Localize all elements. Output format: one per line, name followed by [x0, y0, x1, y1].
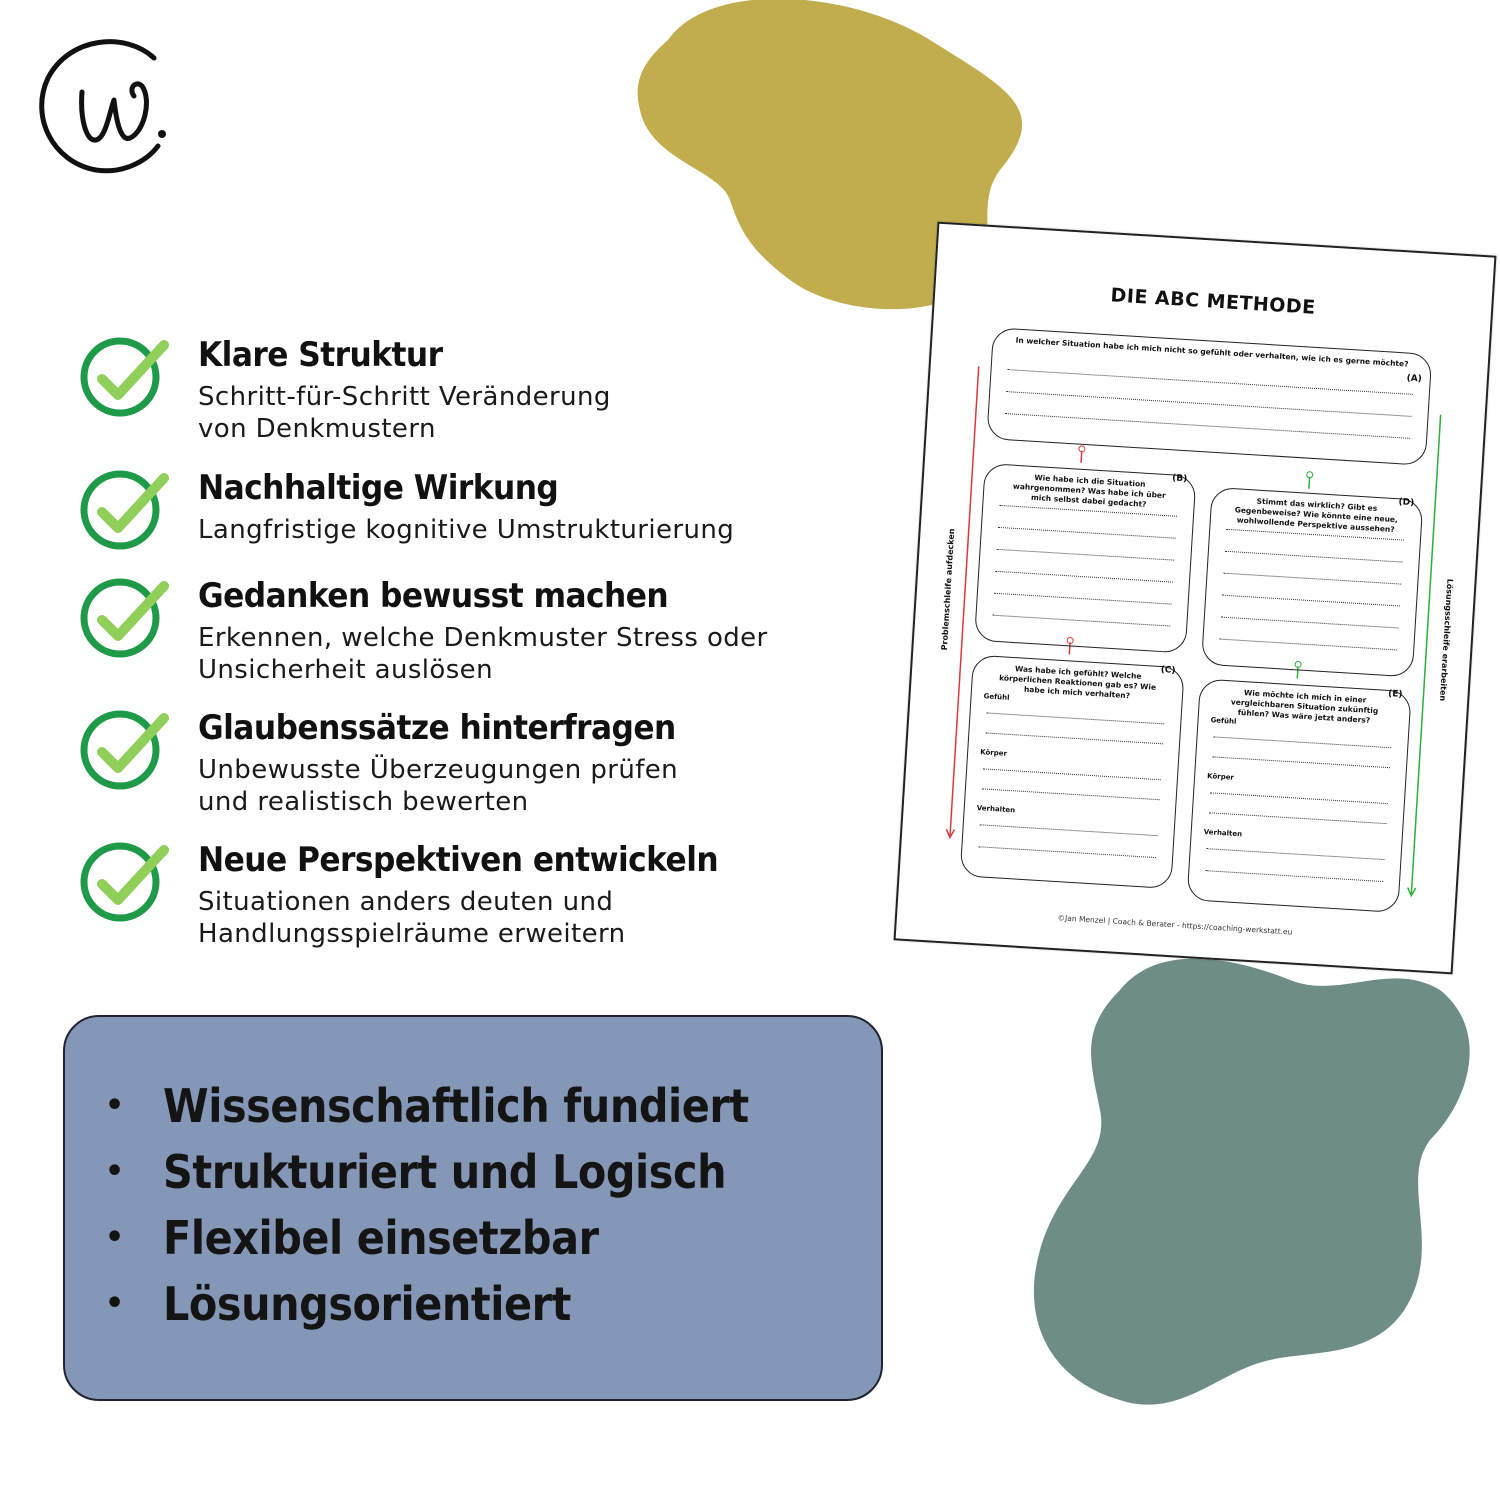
- writing-line: [998, 527, 1176, 539]
- worksheet-title: DIE ABC METHODE: [1109, 284, 1317, 319]
- feature-desc-line: von Denkmustern: [198, 414, 436, 444]
- box-question: Wie habe ich die Situation wahrgenommen? Was habe ich über mich selbst dabei gedacht?: [1012, 472, 1167, 509]
- benefits-panel: [63, 1015, 883, 1401]
- worksheet-box-e: [1187, 678, 1412, 913]
- worksheet-footer: ©Jan Menzel | Coach & Berater - https://coaching-werkstatt.eu: [1057, 913, 1293, 937]
- feature-desc-line: Unsicherheit auslösen: [198, 655, 493, 685]
- feature-title: Nachhaltige Wirkung: [198, 468, 559, 508]
- bullet-icon: •: [105, 1154, 125, 1189]
- writing-line: [983, 768, 1161, 780]
- box-question: Was habe ich gefühlt? Welche körperlichen Reaktionen gab es? Wie habe ich mich verhalten?: [998, 664, 1157, 701]
- benefit-text: Wissenschaftlich fundiert: [163, 1079, 749, 1133]
- writing-line: [1221, 617, 1399, 629]
- writing-line: [1209, 812, 1387, 824]
- box-question: In welcher Situation habe ich mich nicht so gefühlt oder verhalten, wie ich es gerne möchte?: [1015, 335, 1409, 369]
- check-circle-icon: [80, 576, 172, 662]
- worksheet-box-d: [1201, 487, 1423, 678]
- sub-label: Gefühl: [1210, 716, 1237, 726]
- check-circle-icon: [80, 840, 172, 926]
- worksheet-box-c: [960, 655, 1185, 890]
- writing-line: [980, 824, 1158, 836]
- check-circle-icon: [80, 335, 172, 421]
- box-tag: (E): [1387, 688, 1403, 700]
- sub-label: Verhalten: [976, 804, 1016, 815]
- feature-desc-line: Handlungsspielräume erweitern: [198, 919, 626, 949]
- check-circle-icon: [80, 708, 172, 794]
- feature-desc-line: Situationen anders deuten und: [198, 887, 614, 917]
- feature-title: Gedanken bewusst machen: [198, 576, 669, 616]
- writing-line: [993, 615, 1171, 627]
- bullet-icon: •: [105, 1220, 125, 1255]
- sub-label: Gefühl: [983, 692, 1010, 702]
- feature-title: Neue Perspektiven entwickeln: [198, 840, 719, 880]
- logo-w-icon: [30, 30, 180, 180]
- feature-title: Glaubenssätze hinterfragen: [198, 708, 676, 748]
- benefit-text: Flexibel einsetzbar: [163, 1211, 599, 1265]
- writing-line: [1207, 848, 1385, 860]
- sub-label: Verhalten: [1203, 827, 1243, 839]
- check-circle-icon: [80, 468, 172, 554]
- benefit-text: Strukturiert und Logisch: [163, 1145, 727, 1199]
- box-tag: (B): [1171, 473, 1188, 485]
- feature-description: [198, 514, 858, 546]
- box-tag: (A): [1406, 373, 1423, 385]
- writing-line: [1008, 369, 1413, 395]
- abc-worksheet-preview: [894, 222, 1497, 975]
- bullet-icon: •: [105, 1088, 125, 1123]
- problem-loop-label: Problemschleife aufdecken: [939, 528, 957, 651]
- bullet-icon: •: [105, 1286, 125, 1321]
- writing-line: [1005, 413, 1410, 439]
- feature-description: [198, 754, 858, 818]
- feature-description: [198, 381, 858, 445]
- solution-loop-label: Lösungsschleife erarbeiten: [1437, 578, 1455, 702]
- box-question: Wie möchte ich mich in einer vergleichbaren Situation zukünftig fühlen? Was wäre jetzt anders?: [1230, 688, 1379, 725]
- feature-description: [198, 622, 858, 686]
- worksheet-box-b: [974, 463, 1196, 654]
- writing-line: [1222, 595, 1400, 607]
- writing-line: [1220, 639, 1398, 651]
- writing-line: [1214, 736, 1392, 748]
- sub-label: Körper: [979, 748, 1008, 758]
- writing-line: [997, 549, 1175, 561]
- feature-description: [198, 886, 858, 950]
- feature-desc-line: Schritt-für-Schritt Veränderung: [198, 382, 611, 412]
- writing-line: [995, 571, 1173, 583]
- feature-title: Klare Struktur: [198, 335, 443, 375]
- sub-label: Körper: [1206, 772, 1235, 782]
- writing-line: [985, 732, 1163, 744]
- writing-line: [1210, 792, 1388, 804]
- writing-line: [1006, 391, 1411, 417]
- writing-line: [978, 846, 1156, 858]
- box-tag: (D): [1398, 497, 1415, 509]
- writing-line: [982, 788, 1160, 800]
- box-tag: (C): [1160, 665, 1176, 676]
- teal-blob-shape: [1010, 950, 1480, 1420]
- writing-line: [987, 712, 1165, 724]
- feature-desc-line: und realistisch bewerten: [198, 787, 529, 817]
- benefit-text: Lösungsorientiert: [163, 1277, 571, 1331]
- feature-desc-line: Unbewusste Überzeugungen prüfen: [198, 755, 679, 785]
- feature-desc-line: Erkennen, welche Denkmuster Stress oder: [198, 623, 768, 653]
- writing-line: [994, 593, 1172, 605]
- box-question: Stimmt das wirklich? Gibt es Gegenbeweise? Wie könnte eine neue, wohlwollende Perspektive aussehen?: [1234, 496, 1399, 535]
- writing-line: [1205, 870, 1383, 882]
- writing-line: [1224, 573, 1402, 585]
- feature-desc-line: Langfristige kognitive Umstrukturierung: [198, 515, 735, 545]
- writing-line: [1225, 551, 1403, 563]
- writing-line: [1212, 756, 1390, 768]
